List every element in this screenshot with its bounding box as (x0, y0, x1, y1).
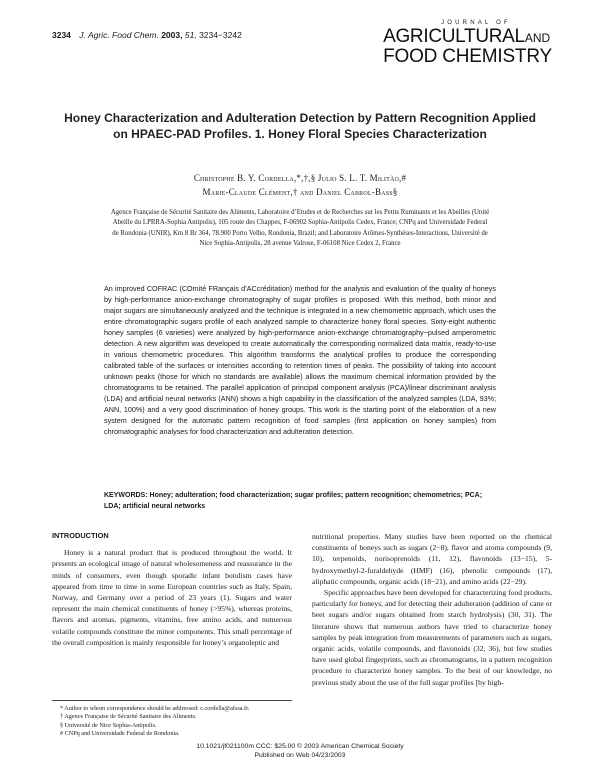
journal-pages: 3234−3242 (199, 30, 242, 40)
masthead-line1: JOURNAL OF (441, 20, 511, 26)
masthead-agricultural: AGRICULTURAL (383, 26, 525, 47)
intro-paragraph-continued: nutritional properties. Many studies have been reported on the chemical constituents of honeys such as sugars (2−8), flavor and aroma compounds (9, 10), terpenoids, norisoprenoids (11, 12), flavonoids (13−15), 5-hydroxymethyl-2-furaldehyde (HMF) (16), phenolic compounds (17), aliphatic compounds, organic acids (18−21), and amino acids (22−29). (312, 532, 552, 586)
footnote-afssa: † Agence Française de Sécurité Sanitaire des Aliments. (60, 713, 197, 721)
authors-line1: Christophe B. Y. Cordella,*,†,§ Julio S. L. T. Militão,# (193, 173, 407, 183)
journal-abbrev: J. Agric. Food Chem. (79, 30, 159, 40)
journal-volume: 51, (184, 30, 197, 40)
masthead-and: AND (524, 31, 551, 45)
author-list (60, 171, 540, 199)
journal-masthead-logo (383, 20, 552, 66)
left-column (52, 530, 292, 648)
article-title: Honey Characterization and Adulteration Detection by Pattern Recognition Applied on HPAEC-PAD Profiles. 1. Honey Floral Species Characterization (64, 111, 536, 141)
doi-line: 10.1021/jf021100m CCC: $25.00 © 2003 American Chemical Society (196, 743, 404, 750)
journal-year: 2003, (161, 30, 183, 40)
abstract: An improved COFRAC (COmité FRançais d’ACcréditation) method for the analysis and evaluation of the quality of honeys by high-performance anion-exchange chromatography of sugar profiles is proposed. With this method, both minor and major sugars are simultaneously analyzed and the technique is integrated in a new chemometric approach, which uses the entire chromatographic sugars profile of each analyzed sample to characterize honey floral species. Sixty-eight authentic honey samples (6 varieties) were analyzed by high-performance anion-exchange chromatography−pulsed amperometric detection. A new algorithm was developed to create automatically the corresponding normalized data matrix, ready-to-use in various chemometric procedures. This algorithm transforms the analytical profiles to produce the corresponding calibrated table of the surfaces or intensities according to retention times of peaks. The possibility of taking into account unknown peaks (those for which no standards are available) allows the maximum chemical information provided by the chromatograms to be retained. The parallel application of principal component analysis (PCA)/linear discriminant analysis (LDA) and artificial neural networks (ANN) shows a high capability in the classification of the analyzed samples (LDA, 93%; ANN, 100%) and a very good discrimination of honey groups. This work is the starting point of the elaboration of a new system designed for the automatic pattern recognition of food samples (first application on honey samples) from chromatographic analyses for food characterization and adulteration detection. (104, 284, 496, 436)
footnote-cnpq: # CNPq and Universidade Federal de Rondonia. (60, 730, 180, 738)
footnote-corresponding: * Author to whom correspondence should be addressed: c.cordella@afssa.fr. (60, 705, 250, 712)
published-date: Published on Web 04/23/2003 (254, 752, 346, 759)
publication-info (0, 742, 600, 760)
running-head (52, 30, 242, 40)
footnote-nice: § Université de Nice Sophia-Antipolis. (60, 721, 157, 729)
introduction-heading: INTRODUCTION (52, 531, 109, 540)
keywords-text: Honey; adulteration; food characterization; sugar profiles; pattern recognition; chemometrics; PCA; LDA; artificial neural networks (104, 492, 483, 510)
masthead-line2 (383, 27, 552, 46)
right-column (312, 531, 552, 688)
intro-paragraph-1: Honey is a natural product that is produced throughout the world. It presents an ecological image of natural wholesomeness and reassurance in the minds of consumers, even though sporadic infant botulism cases have appeared from time to time in some European countries such as Italy, Spain, Norway, and Germany over a period of 23 years (1). Sugars and water represent the main chemical constituents of honey (>95%), whereas proteins, flavors and aromas, pigments, vitamins, free amino acids, and numerous volatile compounds constitute the minor components. This small percentage of the overall composition is mainly responsible for honey’s organoleptic and (52, 548, 292, 647)
intro-paragraph-2: Specific approaches have been developed for characterizing food products, particularly for honeys, and for detecting their adulteration (addition of cane or beet sugars and/or sugars obtained from starch hydrolysis) (30, 31). The literature shows that numerous authors have tried to characterize honey samples by peak integration from measurements of parameters such as sugars, organic acids, volatile compounds, and flavonoids (32, 36), but few studies have used global fingerprints, such as chromatograms, in a pattern recognition procedure to characterize honey samples. To the best of our knowledge, no previous study about the use of the full sugar profiles [by high- (312, 588, 552, 687)
authors-line2: Marie-Claude Clément,† and Daniel Cabrol-Bass§ (202, 187, 398, 197)
keywords-label: KEYWORDS: (104, 492, 148, 499)
masthead-line3: FOOD CHEMISTRY (383, 46, 552, 67)
footnotes (52, 700, 292, 739)
page-number: 3234 (52, 30, 71, 40)
affiliations: Agence Française de Sécurité Sanitaire des Aliments, Laboratoire d’Etudes et de Recherches sur les Petits Ruminants et les Abeilles (Unité Abeille du LPRRA-Sophia Antipolis), 105 route des Chappes, F-06902 Sophia-Antipolis Cedex, France; CNPq and Universidade Federal de Rondonia (UNIR), Km 8 Br 364, 78.900 Porto Velho, Rondonia, Brazil; and Laboratoire Arômes-Synthèses-Interactions, Université de Nice Sophia-Antipolis, 28 avenue Valrose, F-06108 Nice Cedex 2, France (110, 209, 490, 248)
keywords (104, 491, 496, 512)
